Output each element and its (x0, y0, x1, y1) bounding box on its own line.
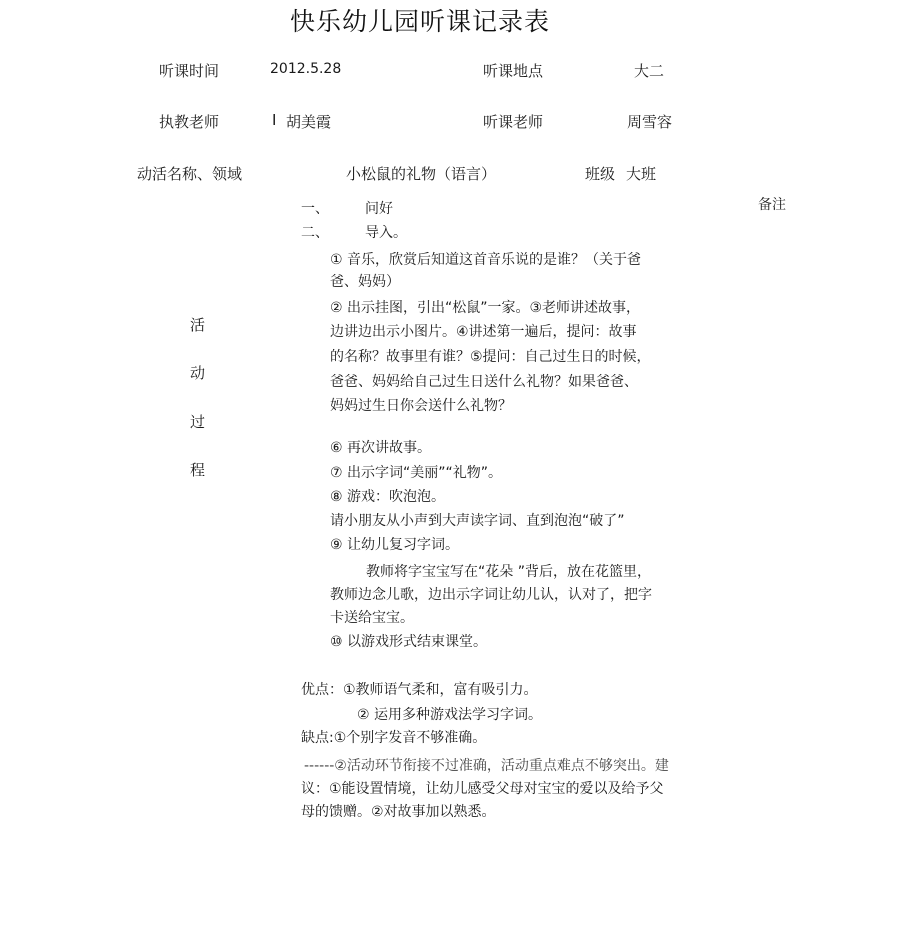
pros-line-1: 优点：①教师语气柔和，富有吸引力。 (301, 682, 538, 698)
page-title: 快乐幼儿园听课记录表 (290, 7, 551, 36)
process-line: ⑩ 以游戏形式结束课堂。 (330, 634, 488, 650)
process-line: 爸、妈妈） (330, 274, 400, 290)
observer-label: 听课老师 (483, 113, 544, 131)
process-line: ① 音乐，欣赏后知道这首音乐说的是谁？（关于爸 (330, 252, 641, 268)
process-line: ⑥ 再次讲故事。 (330, 440, 432, 456)
activity-label: 动活名称、领域 (137, 165, 243, 183)
suggestion-line-1: 议：①能设置情境，让幼儿感受父母对宝宝的爱以及给予父 (301, 781, 664, 797)
process-label-char: 程 (190, 461, 206, 479)
process-label-char: 过 (190, 413, 206, 431)
process-line: ② 出示挂图，引出“松鼠”一家。③老师讲述故事， (330, 300, 641, 316)
step-1-text: 问好 (365, 201, 393, 217)
place-label: 听课地点 (483, 62, 544, 80)
time-label: 听课时间 (159, 62, 220, 80)
step-2-number: 二、 (301, 225, 329, 241)
step-2-text: 导入。 (365, 225, 407, 241)
pros-line-2: ② 运用多种游戏法学习字词。 (357, 707, 543, 723)
process-line: 教师将字宝宝写在“花朵 ”背后，放在花篮里， (366, 564, 651, 580)
notes-label: 备注 (758, 197, 786, 213)
process-line: ⑧ 游戏：吹泡泡。 (330, 489, 446, 505)
cons-line-1: 缺点:①个别字发音不够准确。 (301, 730, 487, 746)
teacher-label: 执教老师 (159, 113, 220, 131)
process-line: 教师边念儿歌，边出示字词让幼儿认，认对了，把字 (330, 587, 652, 603)
process-line: 爸爸、妈妈给自己过生日送什么礼物？如果爸爸、 (330, 374, 638, 390)
activity-value: 小松鼠的礼物（语言） (346, 165, 497, 183)
place-value: 大二 (634, 62, 665, 80)
class-value: 大班 (626, 165, 657, 183)
process-line: ⑨ 让幼儿复习字词。 (330, 537, 460, 553)
process-line: ⑦ 出示字词“美丽”“礼物”。 (330, 465, 503, 481)
process-label-char: 活 (190, 316, 206, 334)
process-label (190, 314, 210, 484)
time-value: 2012.5.28 (270, 61, 342, 77)
process-line: 的名称？故事里有谁？⑤提问：自己过生日的时候， (330, 349, 651, 365)
process-label-char: 动 (190, 364, 206, 382)
process-line: 请小朋友从小声到大声读字词、直到泡泡“破了” (330, 513, 625, 529)
step-1-number: 一、 (301, 201, 329, 217)
observer-value: 周雪容 (627, 113, 673, 131)
teacher-marker: I (272, 111, 277, 129)
cons-line-2: ------②活动环节衔接不过准确，活动重点难点不够突出。建 (304, 758, 669, 774)
process-line: 卡送给宝宝。 (330, 610, 414, 626)
suggestion-line-2: 母的馈赠。②对故事加以熟悉。 (301, 804, 496, 820)
process-line: 妈妈过生日你会送什么礼物？ (330, 398, 512, 414)
process-line: 边讲边出示小图片。④讲述第一遍后，提问：故事 (330, 324, 637, 340)
class-label: 班级 (585, 165, 616, 183)
teacher-value: 胡美霞 (286, 113, 332, 131)
